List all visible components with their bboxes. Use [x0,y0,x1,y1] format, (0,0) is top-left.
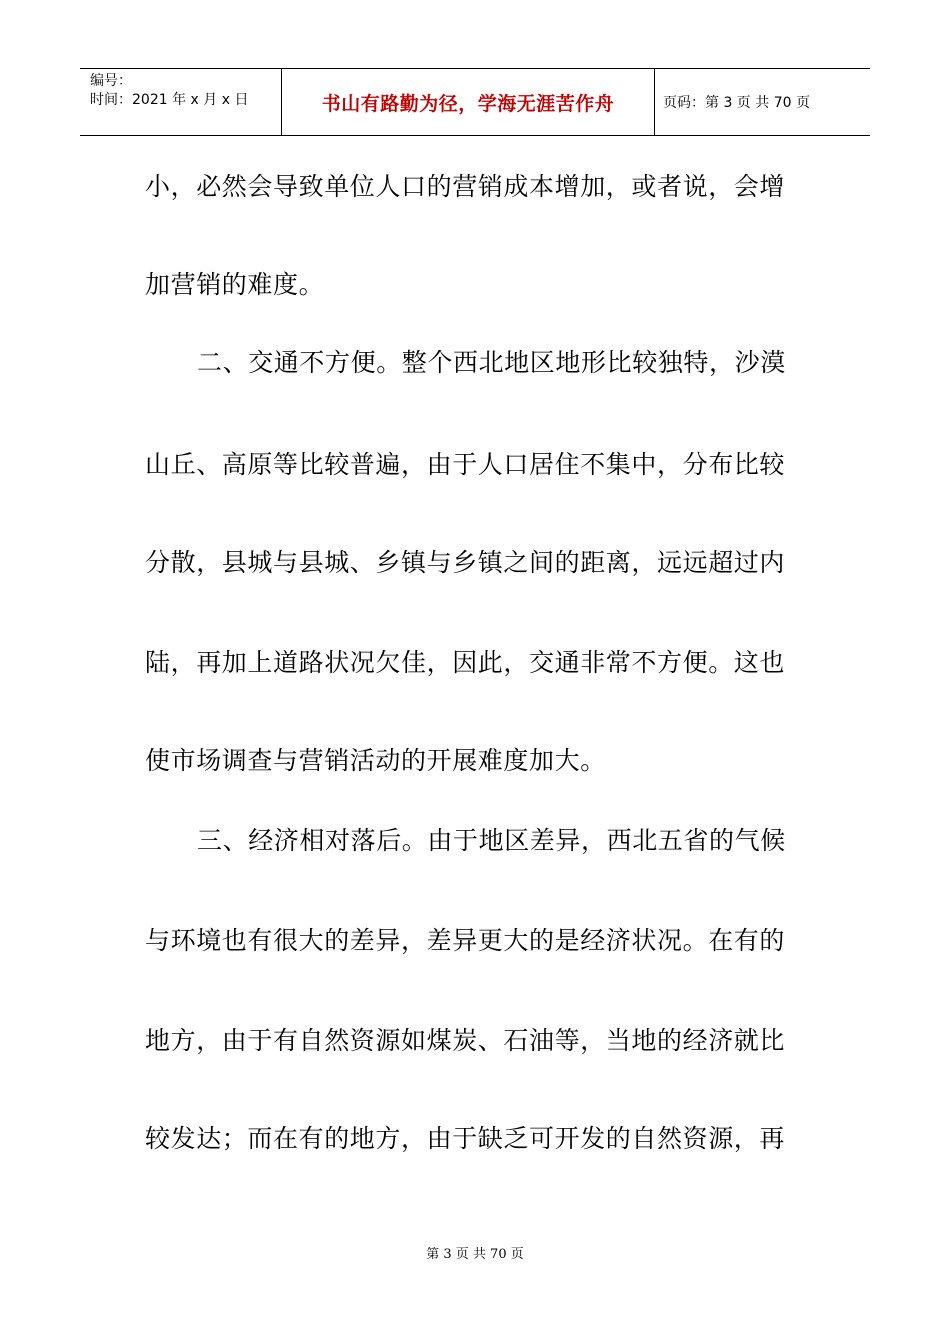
body-line: 加营销的难度。 [145,270,325,299]
document-date: 时间：2021 年 x 月 x 日 [90,92,249,108]
header-motto: 书山有路勤为径，学海无涯苦作舟 [321,93,615,115]
document-number-label: 编号： [90,73,132,89]
body-line: 山丘、高原等比较普遍，由于人口居住不集中，分布比较 [145,450,786,479]
body-line: 陆，再加上道路状况欠佳，因此，交通非常不方便。这也 [145,648,786,677]
document-header [80,68,870,136]
body-line: 较发达；而在有的地方，由于缺乏可开发的自然资源，再 [145,1124,786,1153]
body-line: 二、交通不方便。整个西北地区地形比较独特，沙漠 [197,348,786,377]
body-line: 使市场调查与营销活动的开展难度加大。 [145,746,606,775]
header-motto-cell [282,69,655,135]
header-page-cell [655,69,870,135]
body-line: 小，必然会导致单位人口的营销成本增加，或者说，会增 [145,172,786,201]
header-page-info: 页码：第 3 页 共 70 页 [663,95,810,111]
body-line: 地方，由于有自然资源如煤炭、石油等，当地的经济就比 [145,1026,786,1055]
header-meta-cell [80,69,282,135]
body-line: 分散，县城与县城、乡镇与乡镇之间的距离，远远超过内 [145,548,786,577]
body-line: 与环境也有很大的差异，差异更大的是经济状况。在有的 [145,926,786,955]
page-footer: 第 3 页 共 70 页 [426,1247,524,1262]
body-line: 三、经济相对落后。由于地区差异，西北五省的气候 [197,826,786,855]
